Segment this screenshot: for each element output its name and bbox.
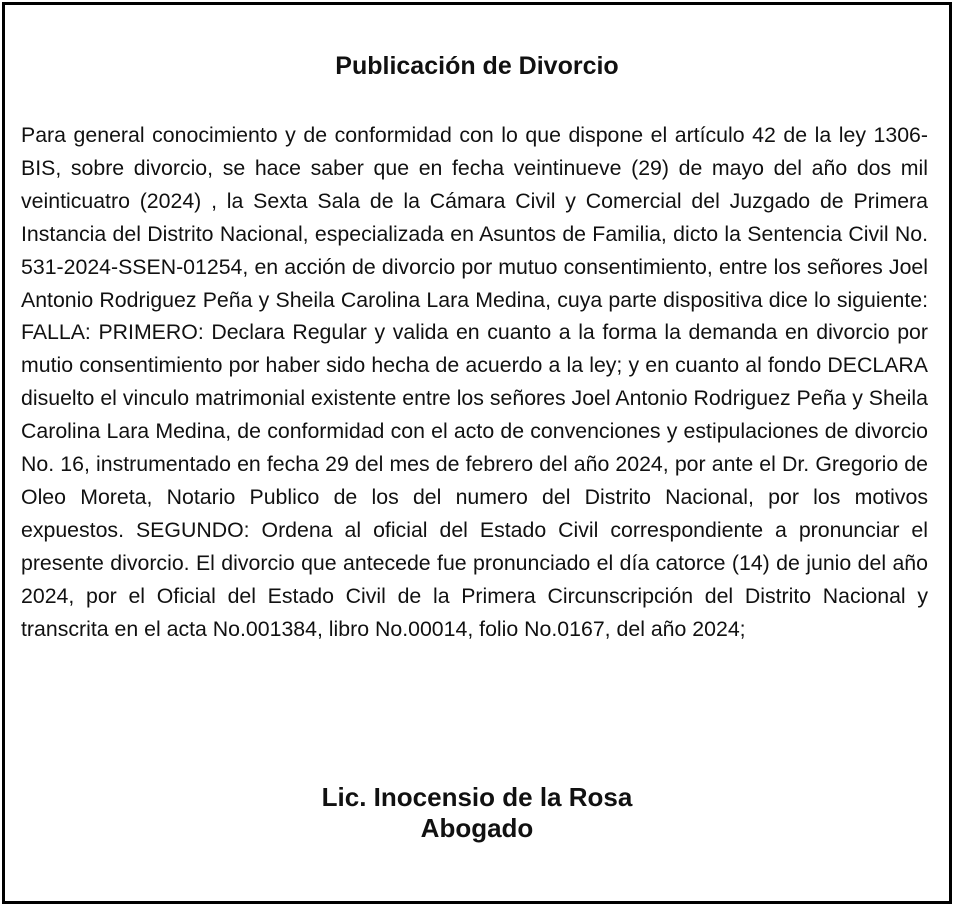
notice-title: Publicación de Divorcio — [335, 52, 619, 80]
notice-box — [2, 2, 952, 904]
signer-title: Abogado — [420, 813, 534, 843]
notice-body: Para general conocimiento y de conformidad con lo que dispone el artículo 42 de la ley 1306-BIS, sobre divorcio, se hace saber que en fecha veintinueve (29) de mayo del año dos mil veinticuatro (2024) , la Sexta Sala de la Cámara Civil y Comercial del Juzgado de Primera Instancia del Distrito Nacional, especializada en Asuntos de Familia, dicto la Sentencia Civil No. 531-2024-SSEN-01254, en acción de divorcio por mutuo consentimiento, entre los señores Joel Antonio Rodriguez Peña y Sheila Carolina Lara Medina, cuya parte dispositiva dice lo siguiente: FALLA: PRIMERO: Declara Regular y valida en cuanto a la forma la demanda en divorcio por mutio consentimiento por haber sido hecha de acuerdo a la ley; y en cuanto al fondo DECLARA disuelto el vinculo matrimonial existente entre los señores Joel Antonio Rodriguez Peña y Sheila Carolina Lara Medina, de conformidad con el acto de convenciones y estipulaciones de divorcio No. 16, instrumentado en fecha 29 del mes de febrero del año 2024, por ante el Dr. Gregorio de Oleo Moreta, Notario Publico de los del numero del Distrito Nacional, por los motivos expuestos. SEGUNDO: Ordena al oficial del Estado Civil correspondiente a pronunciar el presente divorcio. El divorcio que antecede fue pronunciado el día catorce (14) de junio del año 2024, por el Oficial del Estado Civil de la Primera Circunscripción del Distrito Nacional y transcrita en el acta No.001384, libro No.00014, folio No.0167, del año 2024; — [21, 123, 928, 641]
signer-name: Lic. Inocensio de la Rosa — [321, 782, 633, 812]
signature-block — [5, 782, 949, 844]
